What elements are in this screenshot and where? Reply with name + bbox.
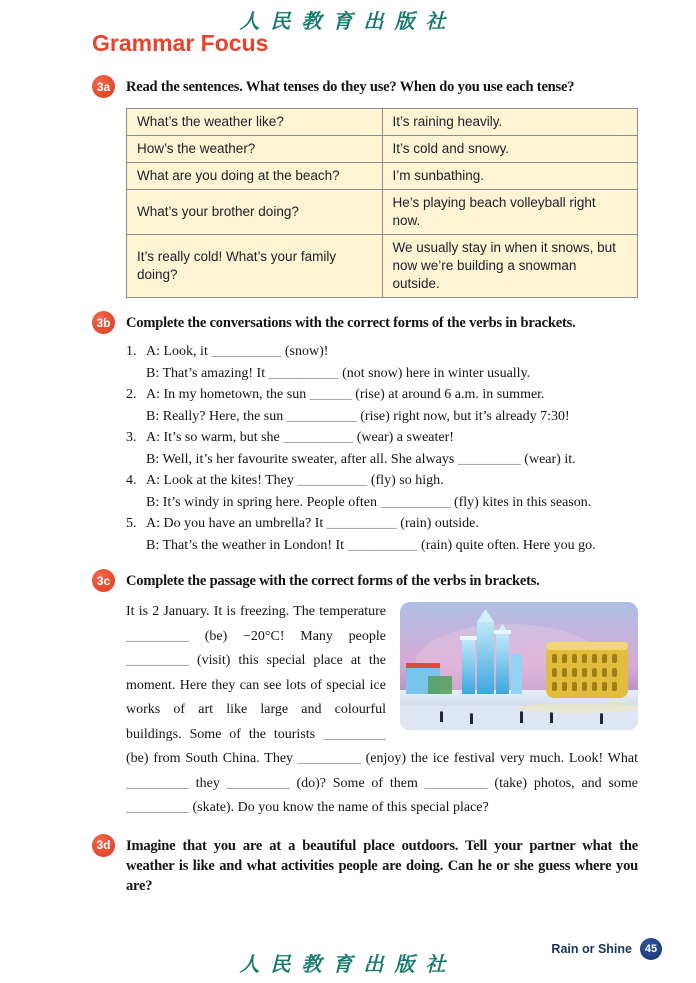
page-content [92,30,638,896]
line-a: A: Look at the kites! They __________ (fly) so high. [146,473,444,488]
table-cell-answer: He’s playing beach volleyball right now. [382,190,638,235]
table-cell-answer: I’m sunbathing. [382,163,638,190]
grammar-table [126,108,638,298]
section-3d [92,834,638,896]
line-b: B: Well, it’s her favourite sweater, after all. She always _________ (wear) it. [146,451,576,467]
conversation-lines [146,513,638,556]
line-b: B: That’s the weather in London! It __________ (rain) quite often. Here you go. [146,537,596,553]
line-a: A: In my hometown, the sun ______ (rise) at around 6 a.m. in summer. [146,387,545,402]
publisher-logo-top: 人民教育出版社 [239,9,457,33]
section-3c-header [92,569,638,592]
table-cell-answer: We usually stay in when it snows, but now we’re building a snowman outside. [382,235,638,298]
table-row [127,190,638,235]
table-cell-question: How’s the weather? [127,136,383,163]
section-3c [92,569,638,821]
conversation-item [126,513,638,556]
section-3b [92,311,638,556]
item-number: 3. [126,430,137,445]
item-number: 2. [126,387,137,402]
line-a: A: Do you have an umbrella? It __________ (rain) outside. [146,516,479,531]
badge-3d: 3d [92,834,115,857]
table-cell-question: It’s really cold! What’s your family doing? [127,235,383,298]
item-number: 5. [126,516,137,531]
page-number-badge: 45 [640,938,662,960]
table-row [127,136,638,163]
instruction-3b: Complete the conversations with the correct forms of the verbs in brackets. [126,315,576,331]
table-cell-question: What’s your brother doing? [127,190,383,235]
table-cell-question: What’s the weather like? [127,109,383,136]
line-a: A: Look, it __________ (snow)! [146,344,329,359]
conversation-lines [146,470,638,513]
instruction-3d: Imagine that you are at a beautiful place outdoors. Tell your partner what the weather is like and what activities people are doing. Can he or she guess where you are? [126,837,638,894]
ice-festival-image [400,602,638,730]
conversation-item [126,384,638,427]
conversation-item [126,341,638,384]
section-3d-header [92,834,638,896]
section-3a-header [92,75,638,98]
table-cell-answer: It’s raining heavily. [382,109,638,136]
conversation-lines [146,384,638,427]
instruction-3a: Read the sentences. What tenses do they use? When do you use each tense? [126,79,575,95]
section-3a [92,75,638,298]
section-3a-body [126,108,638,298]
unit-title: Rain or Shine [551,942,632,956]
badge-3a: 3a [92,75,115,98]
instruction-3c: Complete the passage with the correct forms of the verbs in brackets. [126,573,540,589]
conversation-item [126,470,638,513]
publisher-logo-bottom: 人民教育出版社 [239,952,457,976]
conversation-lines [146,427,638,470]
line-b: B: It’s windy in spring here. People often __________ (fly) kites in this season. [146,494,592,510]
page-title: Grammar Focus [92,30,269,56]
section-3c-body [126,600,638,821]
passage-text: It is 2 January. It is freezing. The temperature _________ (be) −20°C! Many people _________ (visit) this special place at the moment. Here they can see lots of special ice works of art like large and colourful buildings. Some of the tourists _________ (be) from South China. They _________ (enjoy) the ice festival very much. Look! What _________ they _________ (do)? Some of them _________ (take) photos, and some _________ (skate). Do you know the name of this special place? [126,604,638,815]
item-number: 4. [126,473,137,488]
line-b: B: That’s amazing! It __________ (not snow) here in winter usually. [146,365,531,381]
table-cell-answer: It’s cold and snowy. [382,136,638,163]
section-3b-header [92,311,638,334]
section-3b-body [126,341,638,556]
badge-3c: 3c [92,569,115,592]
item-number: 1. [126,344,137,359]
table-cell-question: What are you doing at the beach? [127,163,383,190]
conversation-lines [146,341,638,384]
badge-3b: 3b [92,311,115,334]
table-row [127,163,638,190]
table-row [127,109,638,136]
line-b: B: Really? Here, the sun __________ (rise) right now, but it’s already 7:30! [146,408,570,424]
line-a: A: It’s so warm, but she __________ (wear) a sweater! [146,430,454,445]
conversation-item [126,427,638,470]
table-row [127,235,638,298]
